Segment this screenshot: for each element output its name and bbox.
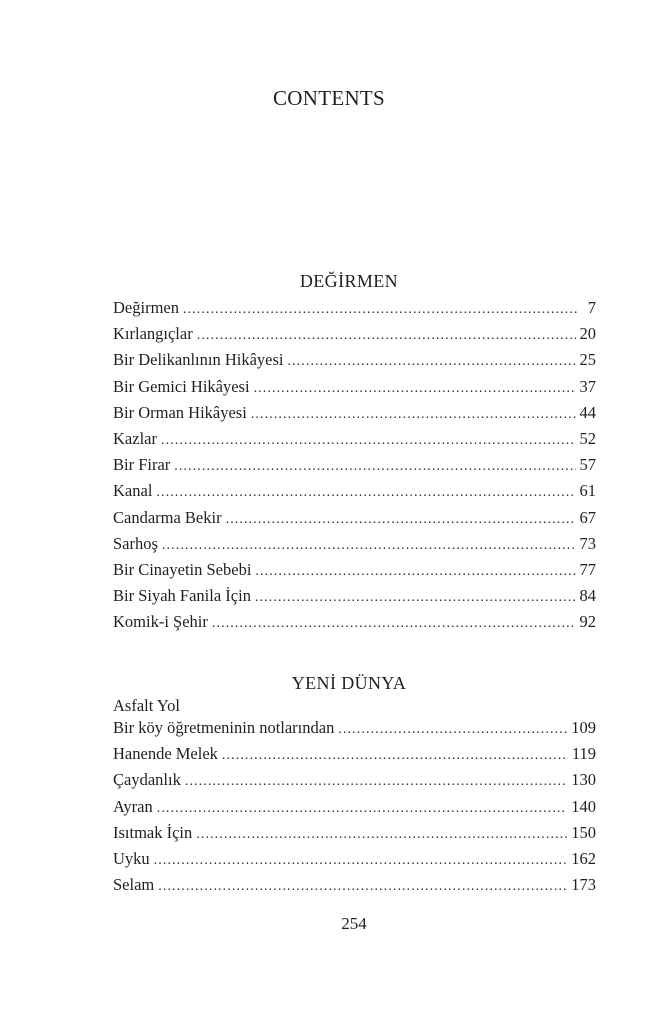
dot-leader [185, 774, 567, 790]
toc-entry-page: 67 [579, 507, 596, 527]
toc-entry-page: 119 [571, 744, 596, 764]
toc-entry [113, 612, 596, 638]
dot-leader [156, 485, 575, 501]
toc-entry-page: 109 [571, 718, 596, 737]
toc-entry-page: 44 [579, 402, 596, 422]
toc-entry [113, 508, 596, 534]
dot-leader [183, 302, 578, 318]
toc-entry-title: Kazlar [113, 429, 161, 449]
dot-leader [338, 722, 567, 738]
toc-entry-title: Bir Siyah Fanila İçin [113, 586, 255, 606]
toc-entry [113, 534, 596, 560]
toc-entry [113, 797, 596, 823]
toc-entry-page: 61 [579, 481, 596, 501]
dot-leader [154, 853, 568, 869]
toc-entry-page: 84 [579, 586, 596, 606]
dot-leader [157, 801, 568, 817]
toc-list-yeni-dunya [113, 694, 596, 901]
toc-entry [113, 718, 596, 744]
dot-leader [254, 381, 576, 397]
toc-entry-title: Bir Firar [113, 455, 174, 475]
toc-entry-page: 57 [579, 455, 596, 475]
toc-entry-page: 25 [579, 350, 596, 370]
toc-entry-page: 130 [571, 770, 596, 790]
toc-entry [113, 350, 596, 376]
toc-entry-title: Isıtmak İçin [113, 823, 196, 843]
page-number: 254 [341, 914, 367, 933]
toc-entry-page: 140 [571, 796, 596, 816]
dot-leader [287, 354, 575, 370]
toc-subheading: Asfalt Yol [113, 696, 180, 715]
toc-entry-title: Bir Delikanlının Hikâyesi [113, 350, 287, 370]
toc-entry [113, 429, 596, 455]
dot-leader [226, 512, 576, 528]
toc-entry [113, 298, 596, 324]
toc-entry-title: Bir Cinayetin Sebebi [113, 560, 255, 580]
toc-entry [113, 455, 596, 481]
dot-leader [222, 748, 568, 764]
dot-leader [158, 879, 567, 895]
toc-entry-title: Komik-i Şehir [113, 612, 212, 632]
toc-entry [113, 560, 596, 586]
toc-entry-title: Bir Gemici Hikâyesi [113, 377, 254, 397]
toc-entry-title: Çaydanlık [113, 770, 185, 790]
toc-entry [113, 377, 596, 403]
toc-entry-title: Değirmen [113, 298, 183, 318]
dot-leader [162, 538, 576, 554]
dot-leader [251, 407, 576, 423]
dot-leader [255, 564, 575, 580]
toc-entry [113, 481, 596, 507]
toc-entry-title: Bir köy öğretmeninin notlarından [113, 718, 338, 738]
dot-leader [174, 459, 575, 475]
toc-entry-title: Kanal [113, 481, 156, 501]
toc-list-degirmen [113, 298, 596, 638]
dot-leader [196, 827, 567, 843]
toc-entry-title: Bir Orman Hikâyesi [113, 403, 251, 423]
toc-entry [113, 875, 596, 901]
dot-leader [212, 616, 576, 632]
toc-entry-page: 73 [579, 533, 596, 553]
toc-entry-page: 52 [579, 428, 596, 448]
toc-entry-title: Uyku [113, 849, 154, 869]
toc-entry [113, 744, 596, 770]
toc-entry-title: Hanende Melek [113, 744, 222, 764]
dot-leader [255, 590, 576, 606]
toc-entry-page: 20 [579, 324, 596, 344]
toc-entry [113, 403, 596, 429]
toc-entry-title: Selam [113, 875, 158, 895]
toc-entry-title: Ayran [113, 797, 157, 817]
toc-entry-page: 92 [579, 612, 596, 632]
toc-entry-page: 7 [587, 298, 596, 317]
toc-entry-page: 37 [579, 376, 596, 396]
dot-leader [161, 433, 576, 449]
toc-entry [113, 586, 596, 612]
toc-entry-title: Sarhoş [113, 534, 162, 554]
toc-entry-page: 173 [571, 875, 596, 895]
page-title: CONTENTS [272, 86, 386, 110]
toc-entry-title: Kırlangıçlar [113, 324, 197, 344]
toc-entry-title: Candarma Bekir [113, 508, 226, 528]
toc-entry [113, 849, 596, 875]
toc-entry [113, 324, 596, 350]
section-heading-degirmen: DEĞİRMEN [299, 271, 399, 291]
toc-entry-page: 150 [571, 822, 596, 842]
toc-entry [113, 823, 596, 849]
section-heading-yeni-dunya: YENİ DÜNYA [291, 673, 407, 693]
toc-entry-page: 162 [571, 848, 596, 868]
toc-entry-page: 77 [579, 559, 596, 579]
toc-entry [113, 770, 596, 796]
dot-leader [197, 328, 576, 344]
